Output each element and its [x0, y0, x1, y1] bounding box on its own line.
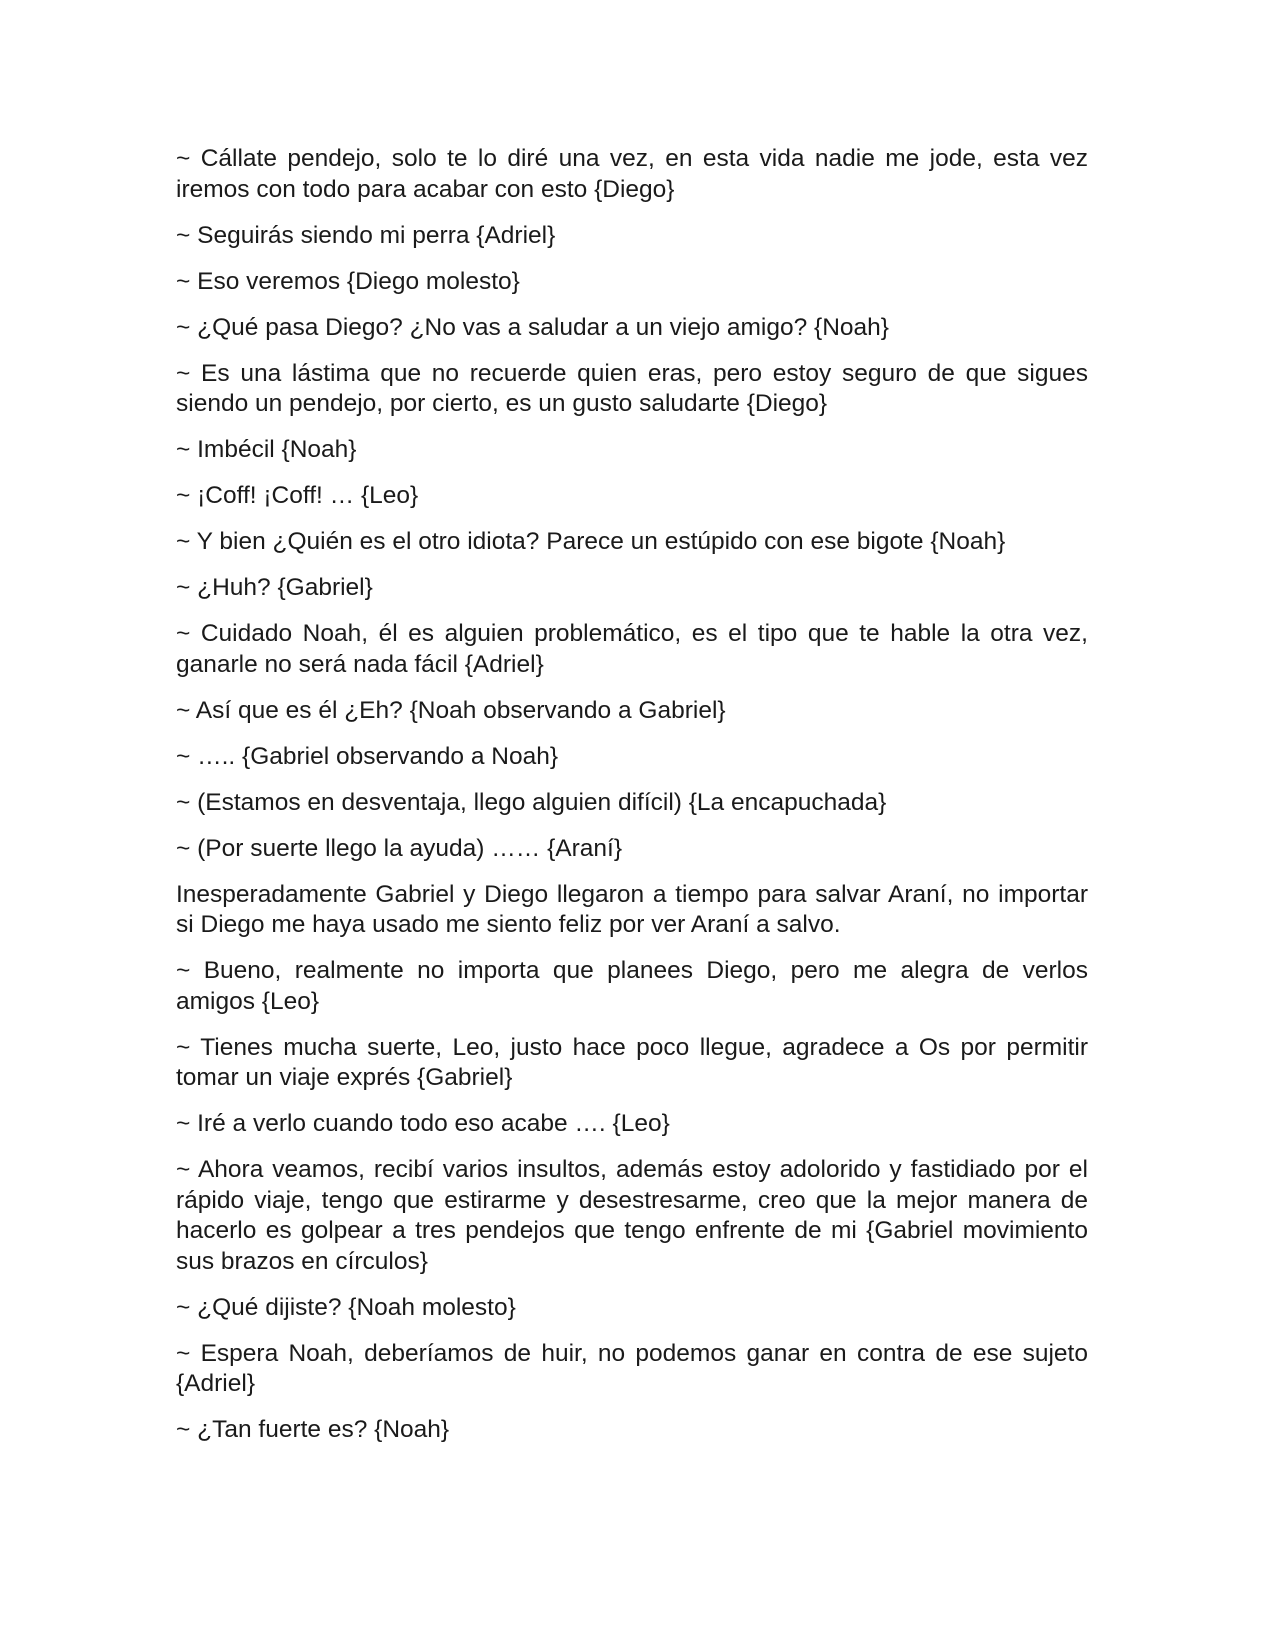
- dialogue-line: ~ Eso veremos {Diego molesto}: [176, 267, 520, 295]
- dialogue-line: ~ ¿Huh? {Gabriel}: [176, 574, 373, 601]
- dialogue-line: ~ ¿Qué pasa Diego? ¿No vas a saludar a un viejo amigo? {Noah}: [176, 313, 889, 341]
- dialogue-line: ~ Seguirás siendo mi perra {Adriel}: [176, 221, 556, 249]
- dialogue-line: ~ Espera Noah, deberíamos de huir, no podemos ganar en contra de ese sujeto {Adriel}: [176, 1339, 1088, 1397]
- dialogue-line: ~ Cuidado Noah, él es alguien problemático, es el tipo que te hable la otra vez, ganarle no será nada fácil {Adriel}: [176, 620, 1088, 678]
- dialogue-line: ~ Así que es él ¿Eh? {Noah observando a Gabriel}: [176, 696, 726, 724]
- dialogue-line: ~ Iré a verlo cuando todo eso acabe …. {Leo}: [176, 1110, 670, 1137]
- dialogue-line: ~ Tienes mucha suerte, Leo, justo hace poco llegue, agradece a Os por permitir tomar un viaje exprés {Gabriel}: [176, 1033, 1088, 1091]
- dialogue-line: ~ ¿Tan fuerte es? {Noah}: [176, 1416, 450, 1443]
- dialogue-line: ~ ….. {Gabriel observando a Noah}: [176, 742, 559, 770]
- dialogue-line: ~ ¡Coff! ¡Coff! … {Leo}: [176, 482, 419, 509]
- dialogue-line: ~ Ahora veamos, recibí varios insultos, además estoy adolorido y fastidiado por el rápido viaje, tengo que estirarme y desestresarme, creo que la mejor manera de hacerlo es golpear a tres pendejos que tengo enfrente de mi {Gabriel movimiento sus brazos en círculos}: [176, 1156, 1088, 1275]
- dialogue-line: ~ Es una lástima que no recuerde quien eras, pero estoy seguro de que sigues siendo un pendejo, por cierto, es un gusto saludarte {Diego}: [176, 359, 1088, 417]
- dialogue-line: ~ ¿Qué dijiste? {Noah molesto}: [176, 1293, 516, 1321]
- dialogue-line: ~ Cállate pendejo, solo te lo diré una vez, en esta vida nadie me jode, esta vez iremos con todo para acabar con esto {Diego}: [176, 145, 1088, 203]
- dialogue-line: ~ Y bien ¿Quién es el otro idiota? Parece un estúpido con ese bigote {Noah}: [176, 528, 1006, 555]
- dialogue-line: ~ Bueno, realmente no importa que planees Diego, pero me alegra de verlos amigos {Leo}: [176, 957, 1088, 1015]
- dialogue-line: ~ Imbécil {Noah}: [176, 436, 357, 463]
- document-page: [176, 144, 1088, 1461]
- dialogue-line: ~ (Estamos en desventaja, llego alguien difícil) {La encapuchada}: [176, 788, 887, 816]
- narration-paragraph: Inesperadamente Gabriel y Diego llegaron a tiempo para salvar Araní, no importar si Diego me haya usado me siento feliz por ver Araní a salvo.: [176, 880, 1088, 938]
- dialogue-line: ~ (Por suerte llego la ayuda) …… {Araní}: [176, 834, 623, 862]
